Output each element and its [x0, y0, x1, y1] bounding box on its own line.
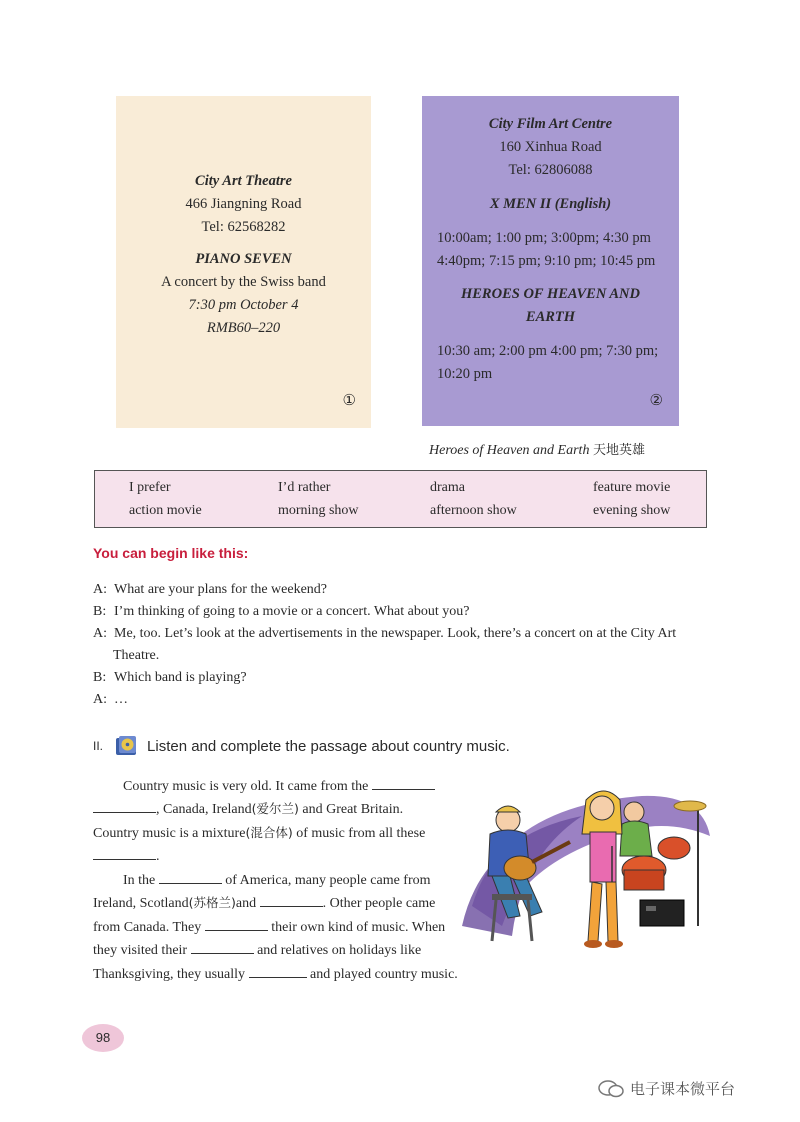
phrase-afternoon-show: afternoon show [430, 503, 517, 518]
dialogue-text: What are your plans for the weekend? [114, 582, 328, 597]
film2-title-1: HEROES OF HEAVEN AND [460, 286, 641, 302]
passage-chinese-gloss: (混合体) [245, 825, 293, 840]
theatre-tel: Tel: 62568282 [201, 219, 286, 235]
passage-line [93, 917, 445, 936]
dialogue-line [93, 626, 676, 642]
speaker-label: B: [93, 604, 107, 619]
cinema-venue: City Film Art Centre [488, 116, 613, 132]
caption-english: Heroes of Heaven and Earth [429, 443, 590, 458]
passage-text: Country music is a mixture [93, 826, 246, 841]
passage-text: . Other people came [322, 896, 436, 911]
passage-text: Thanksgiving, they usually [93, 967, 246, 982]
answer-blank[interactable] [159, 870, 222, 884]
passage-text: and relatives on holidays like [257, 943, 422, 958]
cinema-advertisement [422, 96, 679, 426]
passage-text: of America, many people came from [225, 873, 431, 888]
speaker-label: A: [93, 626, 107, 641]
passage-text: . [156, 849, 160, 864]
phrase-action-movie: action movie [129, 503, 202, 518]
film2-title-2: EARTH [525, 309, 576, 325]
phrase-evening-show: evening show [593, 503, 671, 518]
passage-text: , Canada, Ireland [156, 802, 252, 817]
dialogue-text: I’m thinking of going to a movie or a concert. What about you? [114, 604, 470, 619]
passage-text: their own kind of music. When [271, 920, 446, 935]
passage-text: and played country music. [310, 967, 458, 982]
phrase-feature-movie: feature movie [593, 480, 671, 495]
film-caption [429, 439, 645, 459]
cinema-address: 160 Xinhua Road [499, 139, 602, 155]
film1-times-1: 10:00am; 1:00 pm; 3:00pm; 4:30 pm [437, 230, 651, 246]
phrase-id-rather: I’d rather [278, 480, 331, 495]
passage-line [93, 940, 421, 959]
dialogue-line [93, 582, 327, 598]
passage-text: from Canada. They [93, 920, 202, 935]
country-band-illustration [462, 776, 712, 952]
passage-line [93, 799, 403, 818]
passage-text: and [235, 896, 257, 911]
section-title: Listen and complete the passage about country music. [147, 737, 510, 755]
passage-line [93, 964, 458, 983]
passage-text: In the [123, 873, 156, 888]
caption-chinese: 天地英雄 [592, 443, 645, 458]
passage-line [123, 870, 431, 889]
watermark-text: 电子课本微平台 [630, 1080, 736, 1098]
theatre-venue: City Art Theatre [195, 173, 292, 189]
theatre-advertisement [116, 96, 371, 428]
section-2-heading [93, 735, 510, 757]
passage-chinese-gloss: (苏格兰) [188, 895, 236, 910]
passage-line [93, 823, 425, 842]
answer-blank[interactable] [249, 964, 307, 978]
phrase-drama: drama [430, 480, 465, 495]
phrase-morning-show: morning show [278, 503, 359, 518]
answer-blank[interactable] [191, 940, 254, 954]
passage-line [93, 846, 160, 865]
ad-marker-2: ② [649, 391, 663, 409]
ad-marker-1: ① [342, 391, 356, 409]
answer-blank[interactable] [93, 799, 156, 813]
concert-price: RMB60–220 [206, 320, 281, 336]
answer-blank[interactable] [93, 846, 156, 860]
dialogue-continuation: Theatre. [113, 648, 160, 663]
passage-line [123, 776, 435, 795]
dialogue-line [93, 692, 128, 708]
section-number: II. [93, 739, 104, 753]
film2-times-2: 10:20 pm [437, 366, 493, 382]
passage-text: Ireland, Scotland [93, 896, 189, 911]
film1-title: X MEN II (English) [489, 196, 612, 212]
dialogue-text: Which band is playing? [114, 670, 247, 685]
speaker-label: B: [93, 670, 107, 685]
dialogue-text: … [114, 692, 128, 707]
dialogue-line [93, 604, 469, 620]
passage-line [93, 893, 435, 912]
begin-heading: You can begin like this: [93, 545, 249, 561]
passage-text: Country music is very old. It came from the [123, 779, 369, 794]
theatre-address: 466 Jiangning Road [185, 196, 302, 212]
passage-chinese-gloss: (爱尔兰) [251, 801, 299, 816]
film2-times-1: 10:30 am; 2:00 pm 4:00 pm; 7:30 pm; [437, 343, 659, 359]
answer-blank[interactable] [260, 893, 323, 907]
concert-time: 7:30 pm October 4 [188, 297, 299, 313]
speaker-label: A: [93, 692, 107, 707]
phrase-box [94, 470, 707, 528]
phrase-i-prefer: I prefer [129, 480, 171, 495]
passage-text: they visited their [93, 943, 188, 958]
dialogue-line [93, 670, 247, 686]
dialogue-text: Me, too. Let’s look at the advertisements in the newspaper. Look, there’s a concert on at the City Art [114, 626, 677, 641]
speaker-label: A: [93, 582, 107, 597]
audio-cd-icon [115, 735, 139, 757]
film1-times-2: 4:40pm; 7:15 pm; 9:10 pm; 10:45 pm [437, 253, 656, 269]
passage-text: and Great Britain. [302, 802, 404, 817]
chat-bubble-icon [598, 1079, 624, 1099]
passage-text: of music from all these [296, 826, 426, 841]
cinema-tel: Tel: 62806088 [508, 162, 593, 178]
page-number: 98 [82, 1024, 124, 1052]
concert-description: A concert by the Swiss band [161, 274, 326, 290]
watermark [598, 1078, 735, 1099]
concert-title: PIANO SEVEN [195, 251, 292, 267]
answer-blank[interactable] [372, 776, 435, 790]
answer-blank[interactable] [205, 917, 268, 931]
